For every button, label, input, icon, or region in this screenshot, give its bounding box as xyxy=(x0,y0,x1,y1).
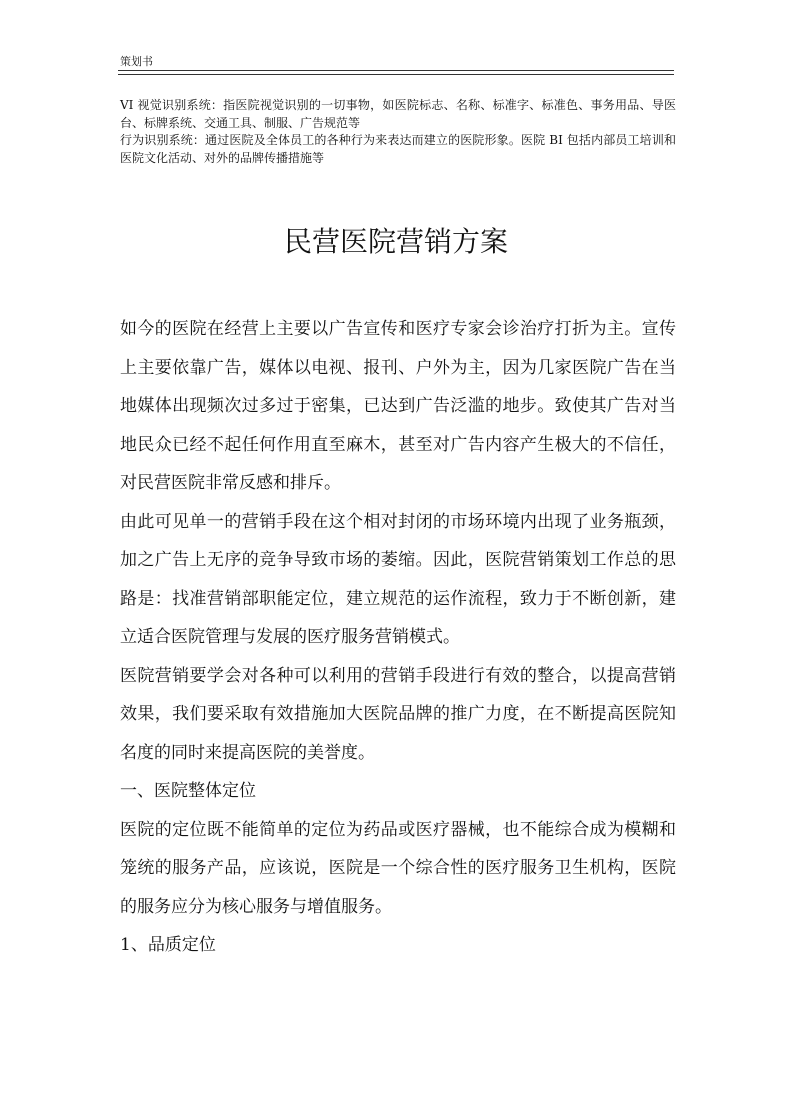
body-paragraph-4: 医院的定位既不能简单的定位为药品或医疗器械，也不能综合成为模糊和笼统的服务产品，应该说，医院是一个综合性的医疗服务卫生机构，医院的服务应分为核心服务与增值服务。 xyxy=(120,819,676,917)
section-heading-positioning: 一、医院整体定位 xyxy=(120,781,256,801)
intro-vi-paragraph: VI 视觉识别系统：指医院视觉识别的一切事物，如医院标志、名称、标准字、标准色、事务用品、导医台、标牌系统、交通工具、制服、广告规范等 xyxy=(120,98,676,130)
intro-bi-paragraph: 行为识别系统：通过医院及全体员工的各种行为来表达而建立的医院形象。医院 BI 包括内部员工培训和医院文化活动、对外的品牌传播措施等 xyxy=(120,133,676,165)
header-label: 策划书 xyxy=(120,55,153,68)
subsection-heading-quality: 1、品质定位 xyxy=(120,935,216,955)
document-body xyxy=(120,310,676,965)
intro-block xyxy=(120,97,676,167)
header-divider-top xyxy=(118,70,674,71)
header-divider-bottom xyxy=(118,74,674,75)
document-title: 民营医院营销方案 xyxy=(283,225,508,258)
body-paragraph-2: 由此可见单一的营销手段在这个相对封闭的市场环境内出现了业务瓶颈，加之广告上无序的竞争导致市场的萎缩。因此，医院营销策划工作总的思路是：找准营销部职能定位，建立规范的运作流程，致力于不断创新，建立适合医院管理与发展的医疗服务营销模式。 xyxy=(120,511,676,647)
body-paragraph-3: 医院营销要学会对各种可以利用的营销手段进行有效的整合，以提高营销效果，我们要采取有效措施加大医院品牌的推广力度，在不断提高医院知名度的同时来提高医院的美誉度。 xyxy=(120,665,676,763)
body-paragraph-1: 如今的医院在经营上主要以广告宣传和医疗专家会诊治疗打折为主。宣传上主要依靠广告，媒体以电视、报刊、户外为主，因为几家医院广告在当地媒体出现频次过多过于密集，已达到广告泛滥的地步。致使其广告对当地民众已经不起任何作用直至麻木，甚至对广告内容产生极大的不信任，对民营医院非常反感和排斥。 xyxy=(120,319,676,493)
